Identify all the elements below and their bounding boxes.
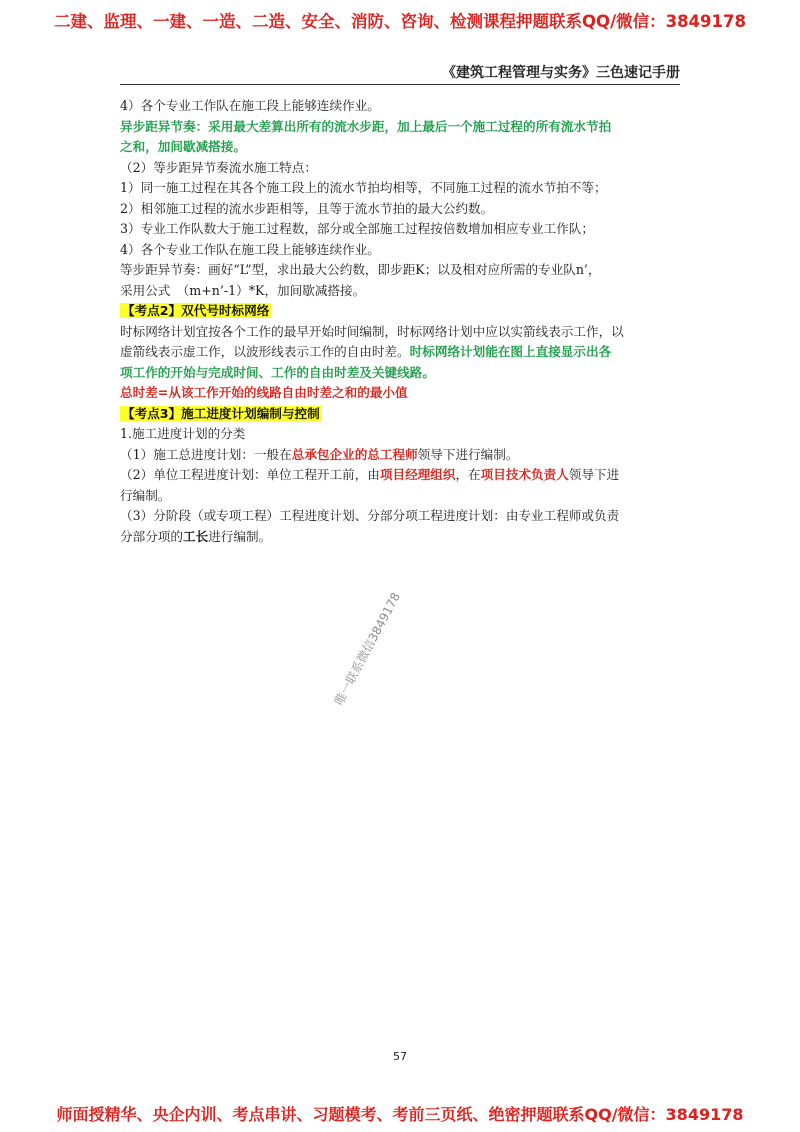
text-line: 1.施工进度计划的分类 — [120, 426, 246, 441]
text-span: 虚箭线表示虚工作，以波形线表示工作的自由时差。 — [120, 344, 410, 359]
text-line — [120, 465, 680, 486]
key-summary-line: 异步距异节奏：采用最大差算出所有的流水步距，加上最后一个施工过程的所有流水节拍 — [120, 118, 612, 134]
highlight-heading: 【考点2】双代号时标网络 — [122, 303, 270, 318]
bottom-banner: 师面授精华、央企内训、考点串讲、习题模考、考前三页纸、绝密押题联系QQ/微信：3849178 — [56, 1105, 744, 1124]
section-heading-kp2 — [120, 301, 680, 322]
document-body — [120, 96, 680, 547]
key-text-span: 时标网络计划能在图上直接显示出各 — [409, 344, 612, 359]
text-span: ，在 — [455, 467, 481, 482]
text-line — [120, 445, 680, 466]
page-number: 57 — [393, 1050, 407, 1063]
text-line: 2）相邻施工过程的流水步距相等，且等于流水节拍的最大公约数。 — [120, 200, 494, 216]
text-line — [120, 527, 680, 548]
page-header-title: 《建筑工程管理与实务》三色速记手册 — [442, 65, 680, 81]
text-line — [120, 342, 680, 363]
key-text-span: 项目技术负责人 — [480, 467, 569, 482]
text-span: 分部分项的 — [120, 528, 183, 544]
key-formula-line: 总时差=从该工作开始的线路自由时差之和的最小值 — [120, 385, 408, 400]
text-span: （1）施工总进度计划：一般在 — [120, 446, 292, 462]
section-heading-kp3 — [120, 404, 680, 425]
text-span: 进行编制。 — [208, 528, 272, 544]
key-text-span: 工长 — [182, 528, 209, 544]
watermark-text: 唯一联系微信3849178 — [331, 590, 404, 708]
text-line: 4）各个专业工作队在施工段上能够连续作业。 — [120, 241, 380, 257]
key-text-span: 总承包企业的总工程师 — [291, 446, 418, 462]
highlight-heading: 【考点3】施工进度计划编制与控制 — [122, 405, 320, 421]
text-line: （2）等步距异节奏流水施工特点： — [120, 159, 317, 175]
key-text-span: 项目经理组织 — [379, 467, 456, 482]
text-span: 领导下进 — [568, 467, 620, 482]
text-line: 3）专业工作队数大于施工过程数，部分或全部施工过程按倍数增加相应专业工作队； — [120, 221, 594, 236]
key-summary-line: 项工作的开始与完成时间、工作的自由时差及关键线路。 — [120, 364, 435, 380]
text-line: 行编制。 — [120, 487, 171, 503]
header-divider — [120, 84, 680, 85]
key-summary-line: 之和，加间歇减搭接。 — [120, 139, 246, 154]
text-line: 4）各个专业工作队在施工段上能够连续作业。 — [120, 98, 380, 113]
text-span: 领导下进行编制。 — [417, 446, 519, 462]
text-line: （3）分阶段（或专项工程）工程进度计划、分部分项工程进度计划：由专业工程师或负责 — [120, 508, 620, 523]
text-span: （2）单位工程进度计划：单位工程开工前，由 — [120, 467, 380, 482]
text-line: 时标网络计划宜按各个工作的最早开始时间编制，时标网络计划中应以实箭线表示工作，以 — [120, 323, 624, 339]
text-line: 采用公式 （m+n’-1）*K，加间歇减搭接。 — [120, 282, 366, 298]
text-line: 等步距异节奏：画好“L”型，求出最大公约数，即步距K；以及相对应所需的专业队n’， — [120, 262, 601, 277]
text-line: 1）同一施工过程在其各个施工段上的流水节拍均相等，不同施工过程的流水节拍不等； — [120, 180, 607, 195]
top-banner: 二建、监理、一建、一造、二造、安全、消防、咨询、检测课程押题联系QQ/微信：3849178 — [54, 12, 746, 31]
